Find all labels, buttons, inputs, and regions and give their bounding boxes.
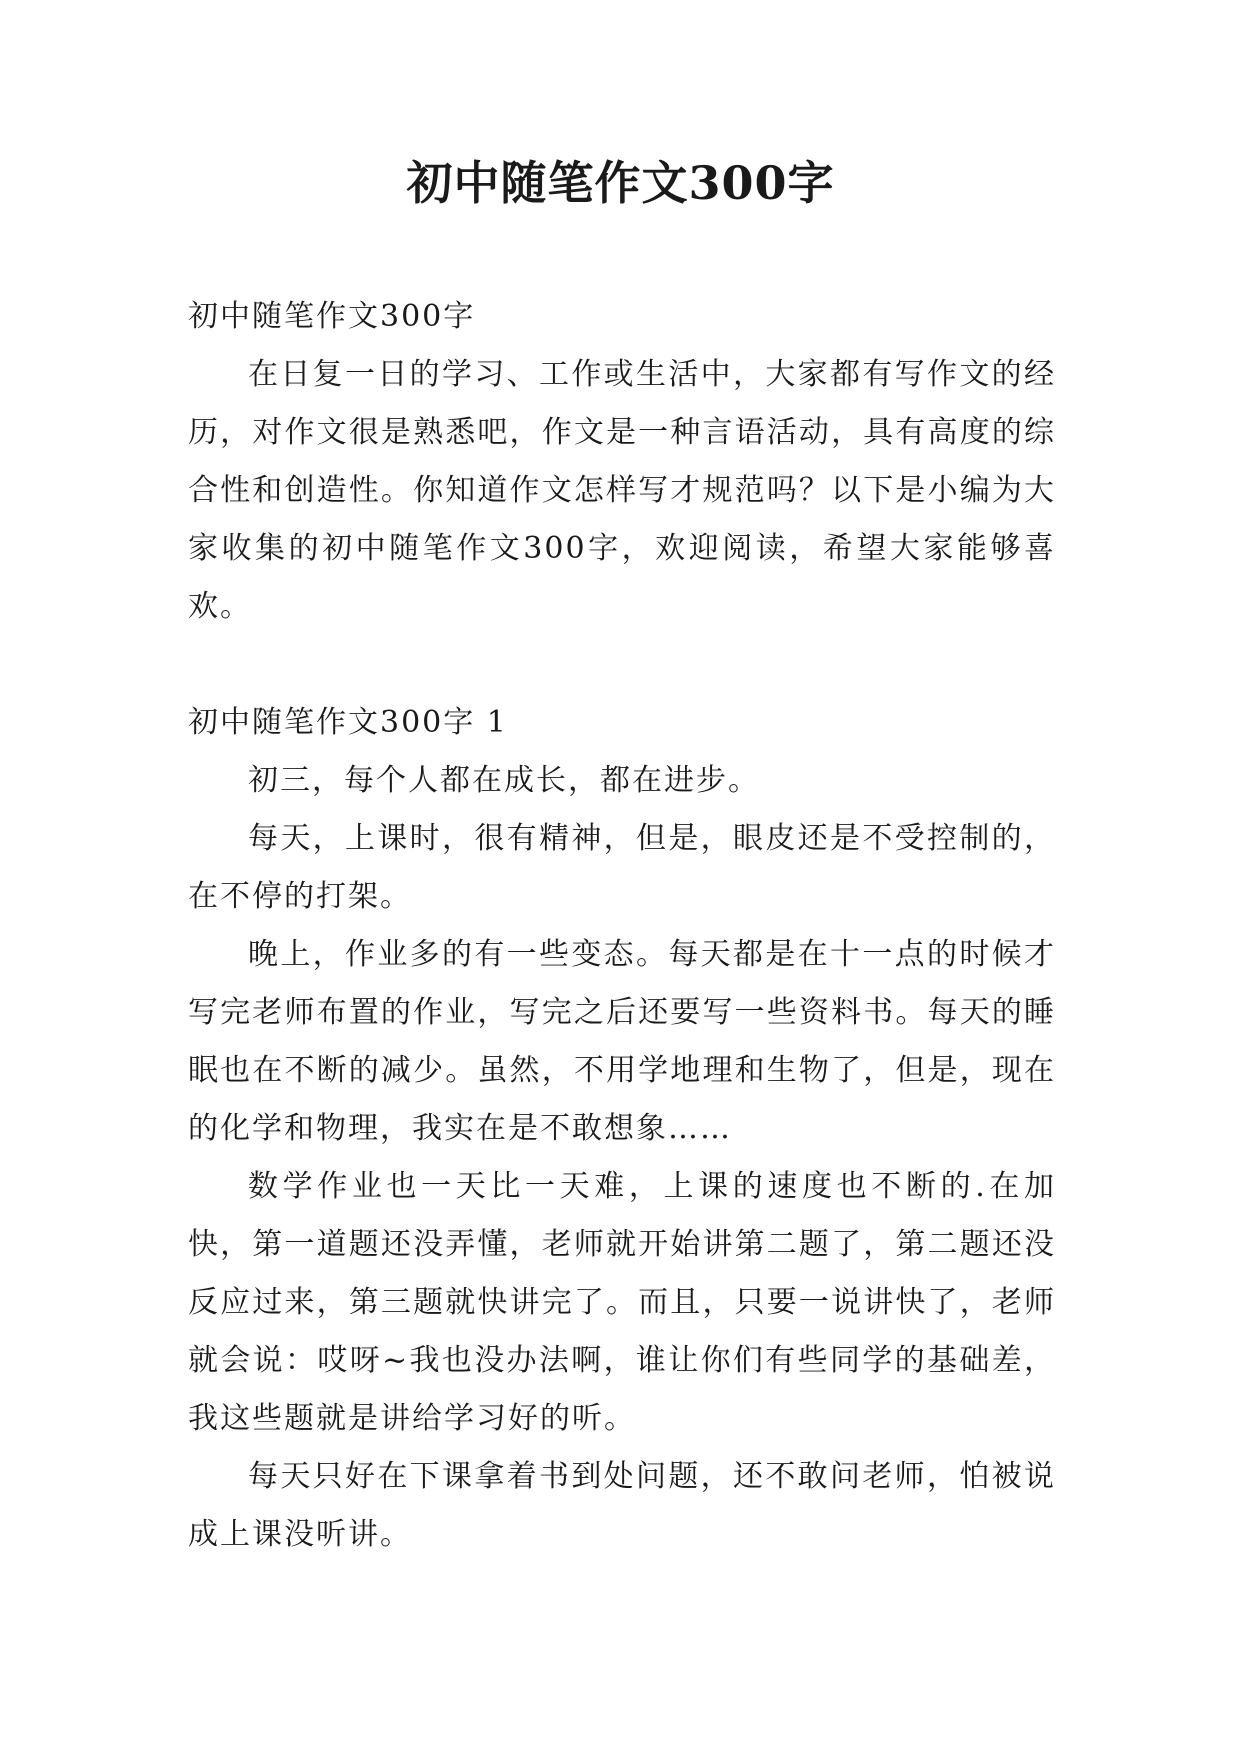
document-title: 初中随笔作文300字 [406, 156, 835, 210]
section-spacer [188, 636, 1056, 694]
essay-paragraph: 每天只好在下课拿着书到处问题，还不敢问老师，怕被说成上课没听讲。 [188, 1459, 1056, 1552]
essay-heading: 初中随笔作文300字 1 [188, 705, 508, 740]
essay-paragraph: 每天，上课时，很有精神，但是，眼皮还是不受控制的，在不停的打架。 [188, 821, 1056, 914]
intro-paragraph: 在日复一日的学习、工作或生活中，大家都有写作文的经历，对作文很是熟悉吧，作文是一种言语活动，具有高度的综合性和创造性。你知道作文怎样写才规范吗？以下是小编为大家收集的初中随笔作文300字，欢迎阅读，希望大家能够喜欢。 [188, 357, 1056, 624]
intro-heading: 初中随笔作文300字 [188, 299, 476, 334]
document-body [188, 288, 1056, 1564]
essay-paragraph: 数学作业也一天比一天难，上课的速度也不断的.在加快，第一道题还没弄懂，老师就开始讲第二题了，第二题还没反应过来，第三题就快讲完了。而且，只要一说讲快了，老师就会说：哎呀~我也没办法啊，谁让你们有些同学的基础差，我这些题就是讲给学习好的听。 [188, 1169, 1056, 1436]
essay-paragraph: 初三，每个人都在成长，都在进步。 [248, 763, 760, 798]
essay-paragraph: 晚上，作业多的有一些变态。每天都是在十一点的时候才写完老师布置的作业，写完之后还要写一些资料书。每天的睡眠也在不断的减少。虽然，不用学地理和生物了，但是，现在的化学和物理，我实在是不敢想象…… [188, 937, 1056, 1146]
